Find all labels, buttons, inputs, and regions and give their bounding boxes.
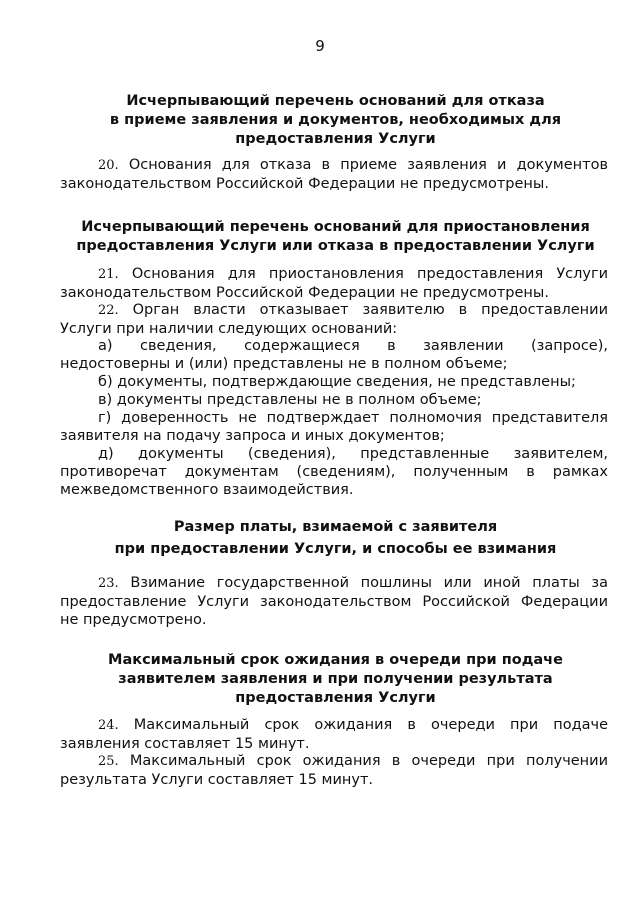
- paragraph-text: Орган власти отказывает заявителю в предоставлении: [132, 302, 608, 318]
- paragraph-text: Основания для приостановления предоставления Услуги: [131, 266, 609, 282]
- paragraph-line: недостоверны и (или) представлены не в полном объеме;: [60, 356, 508, 372]
- paragraph-line: [60, 574, 608, 593]
- paragraph-text: Основания для отказа в приеме заявления и документов: [128, 157, 609, 173]
- paragraph-line: [60, 156, 608, 175]
- list-item-d: [60, 445, 608, 499]
- heading-line: предоставления Услуги: [235, 690, 436, 706]
- heading-line: при предоставлении Услуги, и способы ее взимания: [114, 541, 557, 557]
- paragraph-line: законодательством Российской Федерации не предусмотрены.: [60, 285, 549, 301]
- heading-line: предоставления Услуги или отказа в предоставлении Услуги: [76, 238, 595, 254]
- paragraph-line: [60, 716, 608, 735]
- paragraph-line: заявления составляет 15 минут.: [60, 736, 310, 752]
- paragraph-line: б) документы, подтверждающие сведения, не представлены;: [98, 374, 576, 390]
- paragraph-line: не предусмотрено.: [60, 612, 207, 628]
- heading-line: Исчерпывающий перечень оснований для отказа: [126, 93, 545, 109]
- section-heading-suspension-refusal: [58, 218, 613, 256]
- paragraph-line: противоречат документам (сведениям), полученным в рамках: [60, 464, 608, 480]
- paragraph-22: [60, 301, 608, 338]
- heading-line: заявителем заявления и при получении результата: [118, 671, 553, 687]
- heading-line: в приеме заявления и документов, необходимых для: [109, 112, 562, 128]
- list-item-g: [60, 409, 608, 445]
- paragraph-line: результата Услуги составляет 15 минут.: [60, 772, 374, 788]
- paragraph-number: 22.: [98, 303, 119, 318]
- paragraph-21: [60, 265, 608, 302]
- section-heading-waiting-time: [58, 651, 613, 708]
- paragraph-line: межведомственного взаимодействия.: [60, 482, 354, 498]
- paragraph-line: предоставление Услуги законодательством Российской Федерации: [60, 594, 608, 610]
- paragraph-line: [60, 301, 608, 320]
- list-item-v: [60, 391, 608, 409]
- paragraph-line: Услуги при наличии следующих оснований:: [60, 321, 398, 337]
- heading-line: предоставления Услуги: [235, 131, 436, 147]
- paragraph-20: [60, 156, 608, 193]
- paragraph-text: Взимание государственной пошлины или иной платы за: [130, 575, 608, 591]
- section-heading-refusal-acceptance: [58, 92, 613, 149]
- paragraph-line: г) доверенность не подтверждает полномочия представителя: [98, 410, 608, 426]
- heading-line: Размер платы, взимаемой с заявителя: [173, 519, 498, 535]
- paragraph-line: [60, 752, 608, 771]
- paragraph-number: 23.: [98, 576, 119, 591]
- heading-line: Исчерпывающий перечень оснований для приостановления: [81, 219, 590, 235]
- paragraph-25: [60, 752, 608, 789]
- paragraph-24: [60, 716, 608, 753]
- heading-line: Максимальный срок ожидания в очереди при подаче: [108, 652, 563, 668]
- list-item-b: [60, 373, 608, 391]
- paragraph-number: 20.: [98, 158, 119, 173]
- paragraph-23: [60, 574, 608, 629]
- paragraph-line: в) документы представлены не в полном объеме;: [98, 392, 482, 408]
- paragraph-number: 21.: [98, 267, 119, 282]
- paragraph-line: д) документы (сведения), представленные заявителем,: [98, 446, 608, 462]
- list-item-a: [60, 337, 608, 373]
- page-number: 9: [315, 37, 325, 55]
- paragraph-line: законодательством Российской Федерации не предусмотрены.: [60, 176, 549, 192]
- paragraph-number: 25.: [98, 754, 119, 769]
- paragraph-line: а) сведения, содержащиеся в заявлении (запросе),: [98, 338, 608, 354]
- paragraph-line: заявителя на подачу запроса и иных документов;: [60, 428, 445, 444]
- paragraph-line: [60, 265, 608, 284]
- section-heading-fee: [58, 518, 613, 559]
- paragraph-text: Максимальный срок ожидания в очереди при получении: [129, 753, 609, 769]
- paragraph-text: Максимальный срок ожидания в очереди при подаче: [133, 717, 609, 733]
- paragraph-number: 24.: [98, 718, 119, 733]
